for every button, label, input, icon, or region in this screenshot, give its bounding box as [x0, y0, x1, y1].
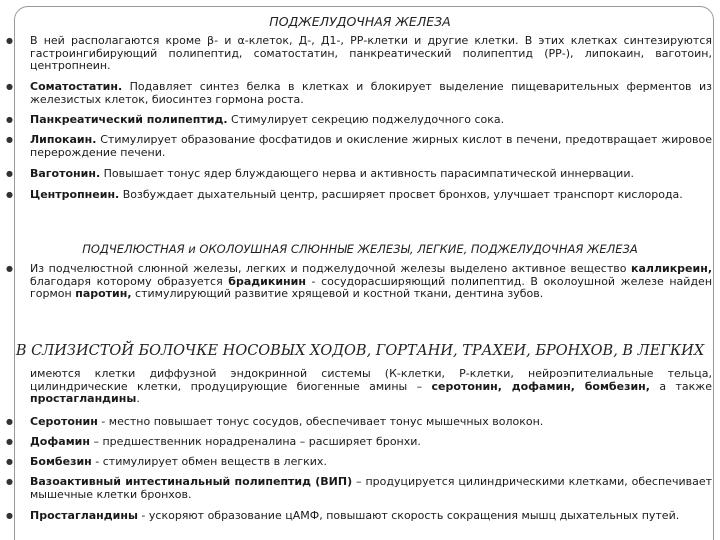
item-term: Ваготонин. [30, 167, 101, 180]
item-text: - местно повышает тонус сосудов, обеспечивает тонус мышечных волокон. [97, 415, 544, 428]
intro-paragraph [30, 368, 712, 406]
term-kallikrein: калликреин, [631, 262, 712, 275]
item-term: Панкреатический полипептид. [30, 113, 228, 126]
item-text: Возбуждает дыхательный центр, расширяет просвет бронхов, улучшает транспорт кислорода. [119, 188, 683, 201]
item-term: Простагландины [30, 509, 138, 522]
term-parotin: паротин, [75, 287, 132, 300]
item-text: – предшественник норадреналина – расширяет бронхи. [90, 435, 421, 448]
list-item [30, 114, 712, 127]
item-text: имеются клетки диффузной эндокринной системы (К-клетки, Р-клетки, нейроэпителиальные тельца, цилиндрические клетки, продуцирующие биогенные амины – [30, 367, 712, 393]
list-item [30, 189, 712, 202]
item-term: Бомбезин [30, 455, 92, 468]
list-item [30, 436, 712, 449]
list-item [30, 263, 712, 301]
term-amines: серотонин, дофамин, бомбезин, [431, 379, 650, 393]
item-text: - стимулирует обмен веществ в легких. [91, 455, 327, 468]
item-text: а также [649, 379, 712, 393]
item-text: - ускоряют образование цАМФ, повышают скорость сокращения мышц дыхательных путей. [137, 509, 680, 522]
section-title-pancreas: ПОДЖЕЛУДОЧНАЯ ЖЕЛЕЗА [269, 14, 451, 29]
item-term: Серотонин [30, 415, 98, 428]
item-text: В ней располагаются кроме β- и α-клеток, Д-, Д1-, РР-клетки и другие клетки. В этих клетках синтезируются гастроингибирующий полипептид, соматостатин, панкреатический полипептид (РР-), липокаин, ваготоин, центропнеин. [30, 34, 712, 72]
item-text: стимулирующий развитие хрящевой и костной ткани, дентина зубов. [131, 287, 544, 300]
item-text: Подавляет синтез белка в клетках и блокирует выделение пищеварительных ферментов из железистых клеток, биосинтез гормона роста. [30, 80, 712, 106]
term-prostaglandins: простагландины [30, 392, 137, 405]
term-bradykinin: брадикинин [228, 274, 306, 288]
item-text: Стимулирует секрецию поджелудочного сока. [227, 113, 505, 126]
item-term: Соматостатин. [30, 80, 123, 93]
item-text: - сосудорасширяющий полипептид. В околоушной железе найден гормон [30, 274, 713, 300]
list-item [30, 35, 712, 73]
item-text: благодаря которому образуется [30, 274, 229, 288]
item-text: – продуцируется цилиндрическими клетками, обеспечивает мышечные клетки бронхов. [30, 475, 712, 501]
list-item [30, 476, 712, 501]
section-title-airways: В СЛИЗИСТОЙ БОЛОЧКЕ НОСОВЫХ ХОДОВ, ГОРТАНИ, ТРАХЕИ, БРОНХОВ, В ЛЕГКИХ [15, 343, 705, 359]
list-item [30, 81, 712, 106]
list-item [30, 168, 712, 181]
item-term: Липокаин. [30, 133, 97, 146]
item-text: Стимулирует образование фосфатидов и окисление жирных кислот в печени, предотвращает жировое перерождение печени. [30, 133, 712, 159]
item-text: . [136, 392, 140, 405]
item-term: Вазоактивный интестинальный полипептид (ВИП) [30, 475, 353, 488]
item-term: Центропнеин. [30, 188, 120, 201]
item-text: Из подчелюстной слюнной железы, легких и поджелудочной железы выделено активное вещество [30, 262, 631, 275]
list-item [30, 456, 712, 469]
item-term: Дофамин [30, 435, 90, 448]
list-item [30, 510, 712, 523]
list-item [30, 416, 712, 429]
section-title-glands: ПОДЧЕЛЮСТНАЯ и ОКОЛОУШНАЯ СЛЮННЫЕ ЖЕЛЕЗЫ, ЛЕГКИЕ, ПОДЖЕЛУДОЧНАЯ ЖЕЛЕЗА [82, 242, 638, 256]
item-text: Повышает тонус ядер блуждающего нерва и активность парасимпатической иннервации. [100, 167, 634, 180]
list-item [30, 134, 712, 159]
